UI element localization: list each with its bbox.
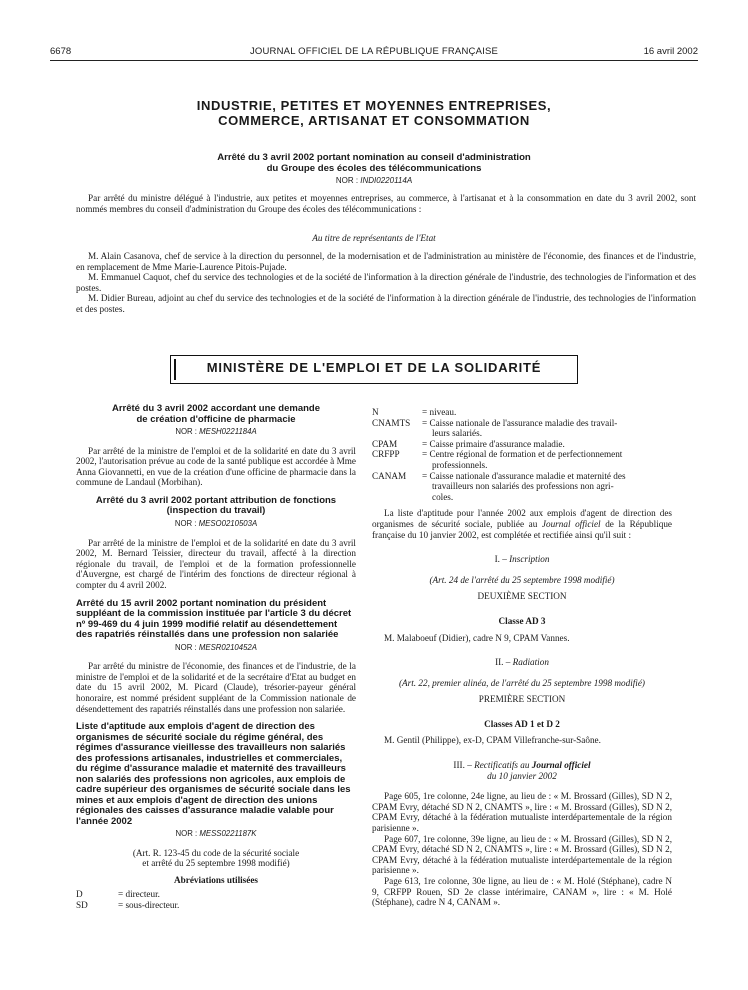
article-inspection-nor [76,519,356,530]
member-bureau: M. Didier Bureau, adjoint au chef du service des technologies et de la société de l'information à la direction générale de l'industrie, des technologies de l'information et des postes. [76,293,696,314]
ministry-title-box [170,355,578,384]
citation-line2: et arrêté du 25 septembre 1998 modifié) [142,858,290,869]
liste-aptitude-nor [76,829,356,840]
article-pharmacie-title [76,404,356,425]
nor-code: MESR0210452A [198,642,257,652]
article-pharmacie-body: Par arrêté de la ministre de l'emploi et de la solidarité en date du 3 avril 2002, l'autorisation prévue au code de la santé publique est accordée à Mme Anna Giovannetti, en vue de la création d'une officine de pharmacie dans la commune de Landaul (Morbihan). [76,445,356,488]
abbreviation-row [372,407,672,418]
article-pharmacie-title-line1: Arrêté du 3 avril 2002 accordant une demande [111,403,321,414]
article-title-line2: du Groupe des écoles des télécommunications [266,163,482,174]
article-rapatries-title: Arrêté du 15 avril 2002 portant nomination du président suppléant de la commission instituée par l'article 3 du décret nº 99-469 du 4 juin 1999 modifié relatif au désendettement des rapatriés réinstallés dans une profession non salariée [76,597,352,641]
section-label-premiere: PREMIÈRE SECTION [478,694,566,705]
article-title-telecom [80,152,668,174]
article-inspection-title [76,496,356,517]
class-label-ad1-d2: Classes AD 1 et D 2 [484,718,560,729]
section-title-line1: INDUSTRIE, PETITES ET MOYENNES ENTREPRISES, [196,98,552,113]
liste-aptitude-citation [76,848,356,869]
heading-radiation [372,657,672,668]
heading-text: Radiation [512,657,549,668]
nor-label: NOR : [335,176,359,185]
nor-label: NOR : [175,829,198,839]
class-label-ad3: Classe AD 3 [498,615,546,626]
article-inspection-title-line1: Arrêté du 3 avril 2002 portant attribution de fonctions [95,494,337,506]
nor-code: MESO0210503A [198,518,258,528]
article-rapatries-body: Par arrêté du ministre de l'économie, des finances et de l'industrie, de la ministre de l'emploi et de la solidarité et de la secrétaire d'Etat au budget en date du 15 avril 2002, M. Picard (Claude), trésorier-payeur général honoraire, est nommé président suppléant de la Commission nationale de désendettement des rapatriés réinstallés dans une profession non salariée. [76,661,356,714]
nor-label: NOR : [175,642,197,652]
abbreviation-value-cont: professionnels. [432,459,488,470]
nor-code: INDI0220114A [360,176,413,185]
liste-aptitude-title: Liste d'aptitude aux emplois d'agent de direction des organismes de sécurité sociale du régime général, des régimes d'assurance vieillesse des travailleurs non salariés des professions artisanales, industrielles et commerciales, du régime d'assurance maladie et maternité des travailleurs non salariés des professions non agricoles, aux emplois de cadre supérieur des organismes de sécurité sociale dans les mines et aux emplois d'agent de direction des unions régionales des caisses d'assurance maladie valable pour l'année 2002 [76,721,351,827]
section-title-line2: COMMERCE, ARTISANAT ET CONSOMMATION [218,113,530,128]
liste-intro-paragraph [372,508,672,540]
heading-rectificatifs [372,760,672,771]
running-header [50,46,698,60]
abbreviation-row [76,889,356,900]
subhead-representants: Au titre de représentants de l'Etat [312,233,436,243]
ministry-title: MINISTÈRE DE L'EMPLOI ET DE LA SOLIDARITÉ [206,360,542,375]
article-pharmacie-title-line2: de création d'officine de pharmacie [136,413,296,425]
abbreviation-row [372,439,672,450]
abbreviation-key: CPAM [372,438,398,449]
abbreviation-row [372,471,672,503]
abbreviation-value: = sous-directeur. [118,900,180,911]
article-rapatries-nor [76,643,356,654]
abbreviation-value: = niveau. [422,407,457,417]
article-inspection-body: Par arrêté de la ministre de l'emploi et de la solidarité en date du 3 avril 2002, M. Bernard Teissier, directeur du travail, affecté à la direction régionale du travail, de l'emploi et de la formation professionnelle d'Auvergne, est chargé de l'intérim des fonctions de directeur régional à compter du 4 avril 2002. [76,537,356,590]
abbreviation-value: = directeur. [118,889,160,900]
header-rule [50,60,698,61]
nor-label: NOR : [174,518,197,528]
abbreviation-value: = Caisse nationale d'assurance maladie et maternité des [422,470,626,481]
intro-text-cont: de la République française du 10 janvier 2002, est complétée et rectifiée ainsi qu'il suit : [372,518,673,540]
heading-inscription [372,554,672,565]
citation-line1: (Art. R. 123-45 du code de la sécurité sociale [132,847,300,858]
abbreviation-value-cont: coles. [432,491,454,502]
abbreviation-key: CRFPP [372,449,400,460]
radiation-entry: M. Gentil (Philippe), ex-D, CPAM Villefranche-sur-Saône. [384,735,601,746]
article-inspection-title-line2: (inspection du travail) [166,505,266,517]
heading-number: I. – [494,554,507,565]
abbreviation-value: = Caisse nationale de l'assurance maladie des travail- [422,417,618,428]
rectificatif-item: Page 613, 1re colonne, 30e ligne, au lieu de : « M. Holé (Stéphane), cadre N 9, CRFPP Rouen, SD 2e classe intérimaire, CANAM », lire : « M. Holé (Stéphane), cadre N 4, CANAM ». [372,876,672,908]
abbreviations-heading: Abréviations utilisées [174,874,258,885]
abbreviation-key: N [372,407,379,417]
section-label-deuxieme: DEUXIÈME SECTION [477,591,567,602]
abbreviation-key: CNAMTS [372,417,411,428]
nor-reference [50,176,698,185]
radiation-citation: (Art. 22, premier alinéa, de l'arrêté du 25 septembre 1998 modifié) [399,677,645,688]
heading-text: Rectificatifs au [474,760,530,771]
abbreviation-value: = Caisse primaire d'assurance maladie. [422,438,565,449]
abbreviation-value-cont: travailleurs non salariés des professions non agri- [432,481,614,492]
abbreviation-value-cont: leurs salariés. [432,428,483,439]
abbreviation-row [372,418,672,439]
heading-text: Inscription [509,554,550,565]
members-block [76,251,696,315]
abbreviation-row [372,449,672,470]
heading-number: III. – [453,760,472,771]
nor-label: NOR : [175,427,197,436]
intro-paragraph: Par arrêté du ministre délégué à l'industrie, aux petites et moyennes entreprises, au commerce, à l'artisanat et à la consommation en date du 3 avril 2002, sont nommés membres du conseil d'administration du Groupe des écoles des télécommunications : [76,193,696,214]
abbreviation-key: CANAM [372,470,407,481]
heading-rectificatifs-date: du 10 janvier 2002 [487,770,557,781]
article-title-line1: Arrêté du 3 avril 2002 portant nomination au conseil d'administration [217,152,531,163]
journal-officiel-ref: Journal officiel [531,760,591,771]
abbreviation-key: SD [76,900,88,911]
abbreviation-row [76,900,356,911]
issue-date: 16 avril 2002 [643,46,698,57]
right-column [372,407,672,908]
intro-text: La liste d'aptitude pour l'année 2002 aux emplois d'agent de direction des organismes de sécurité sociale, publiée au [372,508,672,529]
section-title-industrie [50,98,698,128]
intro-paragraph-block [76,193,696,214]
inscription-entry: M. Malaboeuf (Didier), cadre N 9, CPAM Vannes. [384,632,570,643]
abbreviation-value: = Centre régional de formation et de perfectionnement [422,449,623,460]
inscription-citation: (Art. 24 de l'arrêté du 25 septembre 1998 modifié) [429,574,615,585]
nor-code: MESS0221187K [199,829,257,839]
member-caquot: M. Emmanuel Caquot, chef du service des technologies et de la société de l'information à la direction générale de l'industrie, des technologies de l'information et des postes. [76,272,696,293]
journal-title: JOURNAL OFFICIEL DE LA RÉPUBLIQUE FRANÇAISE [249,46,499,57]
left-column [76,404,356,911]
nor-code: MESH0221184A [199,427,257,436]
article-pharmacie-nor [76,427,356,438]
abbreviation-key: D [76,889,83,900]
rectificatif-item: Page 605, 1re colonne, 24e ligne, au lieu de : « M. Brossard (Gilles), SD N 2, CPAM Evry, détaché SD N 2, CNAMTS », lire : « M. Brossard (Gilles), SD N 2, CPAM Evry, détaché à la fédération mutualiste interdépartementale de la région parisienne ». [372,791,672,834]
heading-number: II. – [495,657,511,668]
rectificatif-item: Page 607, 1re colonne, 39e ligne, au lieu de : « M. Brossard (Gilles), SD N 2, CPAM Evry, détaché SD N 2, CNAMTS », lire : « M. Brossard (Gilles), SD N 2, CPAM Evry, détaché à la fédération mutualiste interdépartementale de la région parisienne ». [372,833,672,876]
page-number: 6678 [50,46,72,57]
journal-officiel-ref: Journal officiel [541,518,601,529]
member-casanova: M. Alain Casanova, chef de service à la direction du personnel, de la modernisation et de l'administration au ministère de l'économie, des finances et de l'industrie, en remplacement de Mme Marie-Laurence Pitois-Pujade. [76,251,696,272]
